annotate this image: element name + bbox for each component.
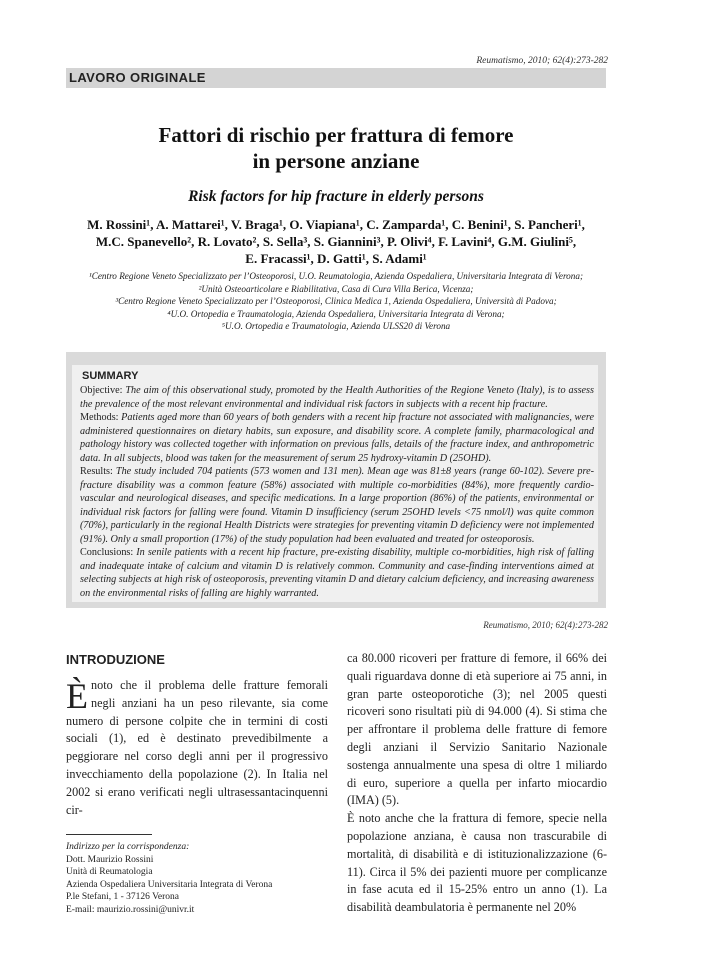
affiliation-line: ³Centro Regione Veneto Specializzato per l’Osteoporosi, Clinica Medica 1, Azienda Ospedaliera, Università di Padova;	[115, 296, 557, 306]
affiliation-line: ²Unità Osteoarticolare e Riabilitativa, Casa di Cura Villa Berica, Vicenza;	[198, 283, 474, 294]
right-column	[347, 650, 607, 917]
conclusions-label: Conclusions:	[80, 547, 137, 558]
summary-text	[80, 384, 594, 600]
author-line: M.C. Spanevello², R. Lovato², S. Sella³, S. Giannini³, P. Olivi⁴, F. Lavini⁴, G.M. Giulini⁵,	[95, 234, 577, 249]
author-line: E. Fracassi¹, D. Gatti¹, S. Adami¹	[245, 251, 427, 266]
correspondence-block	[66, 841, 328, 916]
drop-cap: È	[66, 676, 88, 716]
intro-text-left: noto che il problema delle fratture femorali negli anziani ha un peso rilevante, sia come numero di persone colpite che in termini di costi sociali (1), ed è destinato prevedibilmente a peggiorare nel corso degli anni per il progressivo invecchiamento della popolazione (2). In Italia nel 2002 si erano verificati negli ultrasessantacinquenni cir-	[66, 678, 328, 817]
title-line-2: in persone anziane	[252, 149, 420, 173]
intro-text-right-2: È noto anche che la frattura di femore, specie nella popolazione anziana, è causa non trascurabile di mortalità, di disabilità e di istituzionalizzazione (6-11). Circa il 5% dei pazienti muore per complicanze in fase acuta ed il 15-25% entro un anno (1). La disabilità deambulatoria è permanente nel 20%	[347, 811, 607, 915]
affiliation-line: ¹Centro Regione Veneto Specializzato per l’Osteoporosi, U.O. Reumatologia, Azienda Ospedaliera, Universitaria Integrata di Verona;	[88, 271, 584, 281]
correspondence-line: P.le Stefani, 1 - 37126 Verona	[66, 892, 180, 903]
objective-label: Objective:	[80, 385, 126, 396]
methods-text: Patients aged more than 60 years of both genders with a recent hip fracture not associated with malignancies, were administered questionnaires on dietary habits, sun exposure, and disability score. A complete family, pharmacological and pathology history was collected together with information on previous falls, details of the fracture index, and anthropometric data. In all subjects, blood was taken for the measurement of serum 25 hydroxy-vitamin D (25OHD).	[80, 412, 594, 464]
conclusions-text: In senile patients with a recent hip fracture, pre-existing disability, multiple co-morbidities, high risk of falling and inadequate intake of calcium and vitamin D is relatively common. Community and case-finding interventions aimed at selecting subjects at high risk of osteoporosis, preventing vitamin D and dietary calcium deficiency, and increasing awareness on the environmental risks of falling are highly warranted.	[80, 547, 595, 599]
results-label: Results:	[80, 466, 116, 477]
correspondence-line: Dott. Maurizio Rossini	[66, 854, 154, 865]
article-title-english: Risk factors for hip fracture in elderly persons	[188, 188, 484, 205]
author-list	[66, 216, 606, 267]
section-label: LAVORO ORIGINALE	[69, 70, 206, 85]
intro-text-right-1: ca 80.000 ricoveri per fratture di femore, il 66% dei quali riguardava donne di età superiore ai 75 anni, in gran parte osteoporotiche (3); nel 2005 questi ricoveri sono risultati più di 94.000 (4). Si stima che per affrontare il problema delle fratture di femore degli anziani il Servizio Sanitario Nazionale sostenga annualmente una spesa di oltre 1 miliardo di euro, superiore a quella per infarto miocardio (IMA) (5).	[347, 651, 607, 808]
objective-text: The aim of this observational study, promoted by the Health Authorities of the Regione Veneto (Italy), is to assess the prevalence of the most relevant environmental and individual risk factors in subjects with a recent hip fracture.	[80, 385, 594, 410]
methods-label: Methods:	[80, 412, 122, 423]
title-line-1: Fattori di rischio per frattura di femore	[158, 123, 514, 147]
intro-paragraph	[66, 677, 328, 819]
affiliation-line: ⁵U.O. Ortopedia e Traumatologia, Azienda ULSS20 di Verona	[221, 321, 451, 331]
author-line: M. Rossini¹, A. Mattarei¹, V. Braga¹, O. Viapiana¹, C. Zamparda¹, C. Benini¹, S. Pancheri¹,	[87, 217, 585, 232]
correspondence-label: Indirizzo per la corrispondenza:	[66, 842, 190, 853]
correspondence-email: E-mail: maurizio.rossini@univr.it	[66, 904, 195, 915]
results-text: The study included 704 patients (573 women and 131 men). Mean age was 81±8 years (range 60-102). Severe pre-fracture disability was a common feature (58%) associated with multiple co-morbidities (84%), more frequently cardio-vascular and neurological diseases, and specific medications. In a large proportion (86%) of the patients, environmental or individual risk factors for falling were found. Vitamin D insufficiency (serum 25OHD levels <75 nmol/l) was quite common (70%), particularly in the regional Health Districts were strategies for preventing vitamin D deficiency were not implemented (91%). Only a small proportion (17%) of the study population had been evaluated and treated for osteoporosis.	[80, 466, 594, 545]
footnote-divider	[66, 834, 152, 835]
intro-heading: INTRODUZIONE	[66, 652, 165, 667]
correspondence-line: Unità di Reumatologia	[66, 867, 153, 878]
affiliation-line: ⁴U.O. Ortopedia e Traumatologia, Azienda Ospedaliera, Universitaria Integrata di Verona;	[167, 308, 505, 319]
summary-citation: Reumatismo, 2010; 62(4):273-282	[483, 620, 608, 630]
summary-heading: SUMMARY	[82, 370, 139, 382]
journal-citation: Reumatismo, 2010; 62(4):273-282	[476, 56, 608, 66]
section-banner	[66, 68, 606, 88]
article-title	[66, 122, 606, 174]
left-column	[66, 650, 328, 916]
affiliation-list	[66, 270, 606, 333]
correspondence-line: Azienda Ospedaliera Universitaria Integrata di Verona	[66, 879, 273, 890]
